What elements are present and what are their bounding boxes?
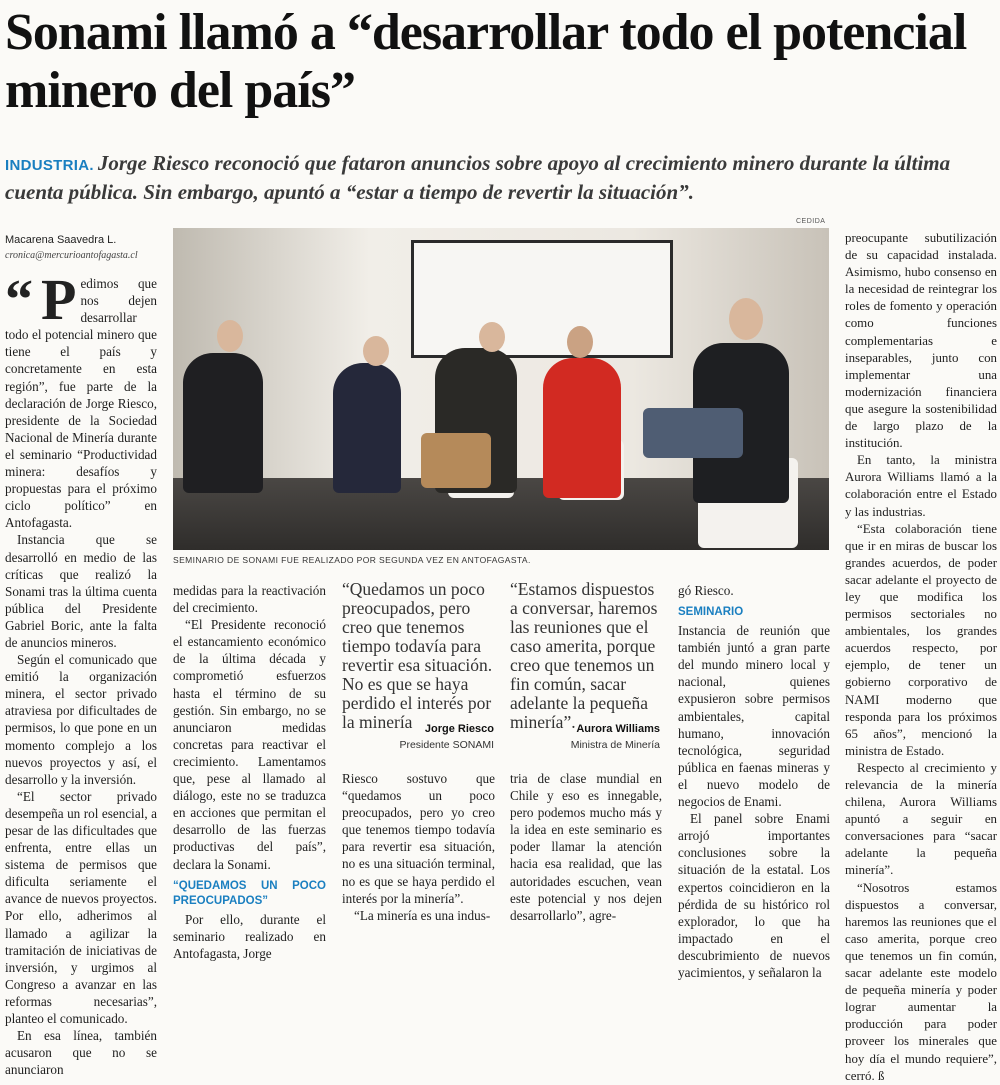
col1-p2: Instancia que se desarrolló en medio de las críticas que realizó la Sonami tras la última cuenta pública del Presidente Gabriel Boric, ante la falta de anuncios mineros. <box>5 532 157 650</box>
subhead-quedamos: “QUEDAMOS UN POCO PREOCUPADOS” <box>173 879 326 907</box>
photo-caption: SEMINARIO DE SONAMI FUE REALIZADO POR SEGUNDA VEZ EN ANTOFAGASTA. <box>173 555 531 565</box>
col2-p2: “El Presidente reconoció el estancamiento económico de la última década y comprometió esfuerzos hasta el término de su gestión. Sin embargo, no se anunciaron medidas concretas para reactivar el crecimiento. Lamentamos que, pese al llamado al diálogo, este no se traduzca en acciones que permitan el desarrollo de las fuerzas productivas del país”, declara la Sonami. <box>173 617 326 872</box>
lede <box>5 150 995 206</box>
column-5 <box>678 582 830 981</box>
col5-p1: Instancia de reunión que también juntó a gran parte del mundo minero local y nacional, quienes expusieron sobre permisos ambientales, capital humano, innovación tecnológica, seguridad pública en faenas mineras y el nuevo modelo de negocios de Enami. <box>678 623 830 810</box>
photo-credit: CEDIDA <box>796 218 826 225</box>
pull-quote-williams-name: Aurora Williams <box>576 723 660 735</box>
opening-quote-mark: “ <box>5 269 33 331</box>
subhead-seminario: SEMINARIO <box>678 606 744 619</box>
col3-p2: “La minería es una indus- <box>354 907 491 923</box>
col6-p4: Respecto al crecimiento y relevancia de la minería chilena, Aurora Williams apuntó a seguir en conversaciones para “sacar adelante la pequeña minería”. <box>845 760 997 878</box>
pull-quote-riesco-role: Presidente SONAMI <box>399 739 494 751</box>
col1-p5: En esa línea, también acusaron que no se anunciaron <box>5 1028 157 1078</box>
col1-p4: “El sector privado desempeña un rol esencial, a pesar de las dificultades que enfrenta, entre ellas un sistema de permisos que dificulta seriamente el avance de nuevos proyectos. Por ello, adherimos al llamado a agilizar la tramitación de iniciativas de inversión, y urgimos al Congreso a avanzar en las reformas necesarias”, planteo el comunicado. <box>5 788 157 1027</box>
column-1 <box>5 267 157 1078</box>
col5-p2: El panel sobre Enami arrojó importantes conclusiones sobre la situación de la estatal. Los expertos coincidieron en la pérdida de su histórico rol explorador, lo que ha impactado en el descubrimiento de nuevos yacimientos, y señalaron la <box>678 811 830 980</box>
col2-p3: Por ello, durante el seminario realizado en Antofagasta, Jorge <box>173 911 326 961</box>
col1-p1: edimos que nos dejen desarrollar todo el potencial minero que tiene el país y concretamente en esta región”, fue parte de la declaración de Jorge Riesco, presidente de la Sociedad Nacional de Minería durante el seminario “Productividad minera: desafíos y propuestas para el próximo ciclo político” en Antofagasta. <box>5 276 157 531</box>
col1-p3: Según el comunicado que emitió la organización minera, el sector privado atraviesa por dificultades de permisos, lo que pone en un momento complejo a los nuevos proyectos y así, el desarrollo y la inversión. <box>5 652 157 787</box>
headline: Sonami llamó a “desarrollar todo el potencial minero del país” <box>5 4 967 119</box>
byline-author: Macarena Saavedra L. <box>5 234 117 246</box>
pull-quote-williams: “Estamos dispuestos a conversar, haremos las reuniones que el caso amerita, porque creo que tenemos un fin común, sacar adelante la pequeña minería”. <box>510 579 658 732</box>
pull-quote-williams-role: Ministra de Minería <box>570 739 660 751</box>
lede-text: Jorge Riesco reconoció que fataron anuncios sobre apoyo al crecimiento minero durante la última cuenta pública. Sin embargo, apuntó a “estar a tiempo de revertir la situación”. <box>5 151 951 204</box>
col5-p0: gó Riesco. <box>678 583 734 598</box>
col4-p1: tria de clase mundial en Chile y eso es innegable, pero podemos mucho más y la idea en este seminario es poder llamar la atención hacia esa realidad, que las autoridades escuchen, vean este potencial y nos dejen desarrollarlo”, agre- <box>510 771 662 923</box>
column-3 <box>342 770 495 924</box>
col6-p3: “Esta colaboración tiene que ir en miras de buscar los grandes acuerdos, de poder sacar adelante el proyecto de ley que modifica los permisos sectoriales no ambientales, los grandes acuerdos respecto, por ejemplo, de tener un gobierno corporativo de NAMI moderno que responda para los próximos 65 años”, mencionó la ministra de Estado. <box>845 521 997 758</box>
column-4 <box>510 770 662 924</box>
col2-p1: medidas para la reactivación del crecimiento. <box>173 583 326 616</box>
drop-cap: P <box>41 267 77 332</box>
col3-p1: Riesco sostuvo que “quedamos un poco preocupados, pero yo creo que tenemos tiempo todavía para revertir esa situación, no es una situación terminal, no es que se haya perdido el interés por la minería”. <box>342 771 495 906</box>
byline-email: cronica@mercurioantofagasta.cl <box>5 250 138 261</box>
pull-quote-riesco: “Quedamos un poco preocupados, pero creo que tenemos tiempo todavía para revertir esa situación. No es que se haya perdido el interés por la minería <box>342 579 493 732</box>
col6-p5: “Nosotros estamos dispuestos a conversar, haremos las reuniones que el caso amerita, porque creo que tenemos un fin común, sacar adelante este modelo de pequeña minería y poder lograr aumentar la producción para poder proveer los minerales que hoy día el mundo requiere”, cerró. ß <box>845 880 997 1083</box>
article-photo <box>173 228 829 550</box>
column-6 <box>845 230 997 1085</box>
column-2 <box>173 582 326 962</box>
end-mark-icon: ß <box>877 1068 885 1083</box>
col6-p1: preocupante subutilización de su capacidad instalada. Asimismo, hubo consenso en la necesidad de reintegrar los roles de fomento y operación como funciones complementarias e inseparables, junto con implementar una modernización financiera que asegure la sostenibilidad de largo plazo de la institución. <box>845 231 997 451</box>
pull-quote-riesco-name: Jorge Riesco <box>424 723 494 735</box>
col6-p2: En tanto, la ministra Aurora Williams llamó a la colaboración entre el Estado y las industrias. <box>845 453 997 519</box>
section-tag: INDUSTRIA. <box>5 157 94 174</box>
